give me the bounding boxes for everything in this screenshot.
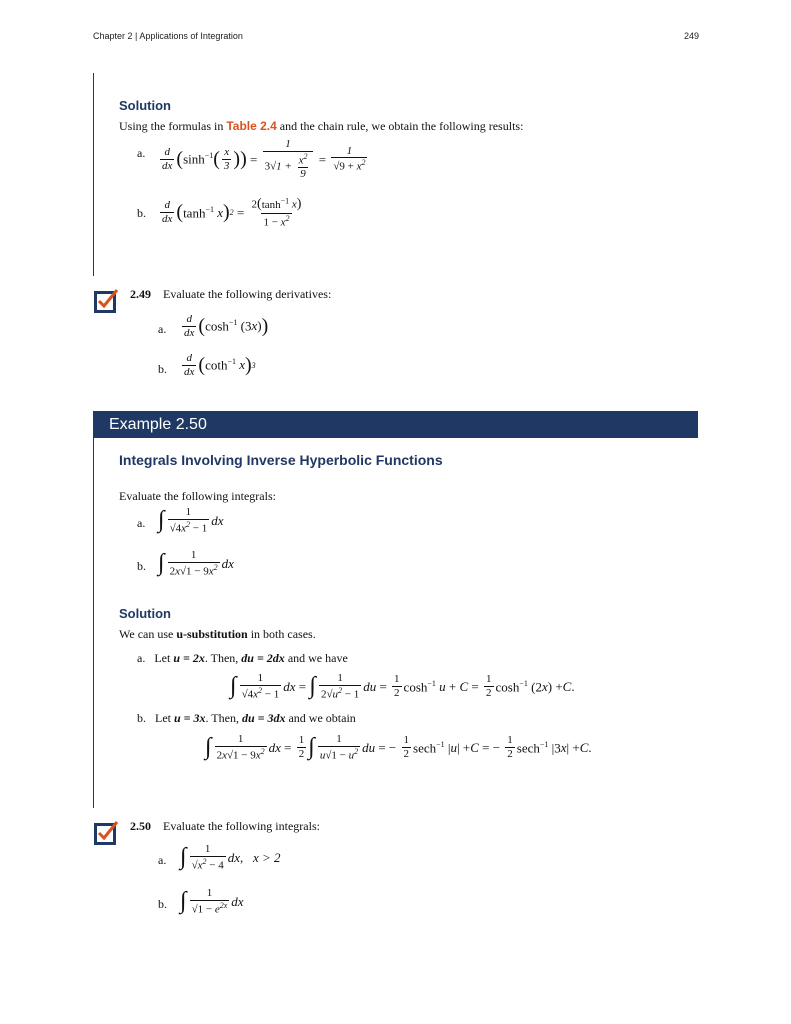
page-number: 249 [683,31,699,41]
solution-intro: We can use u-substitution in both cases. [119,627,316,641]
part-label: b. [137,206,146,220]
math-step-a: ∫ $\frac{1}{√4x^2 - 1}$ dx = ∫ $\frac{1}{2√u^2 - 1}$ du = $\frac{1}{2}$ $\cosh^{-1}$ u + C = $\frac{1}{2}$ $\cosh^{-1} (2$ x ) + C . [230,672,575,701]
checkpoint-check-icon [93,820,119,846]
math-example-a: ∫ $\frac{1}{√4x^2 - 1}$ dx [158,506,224,535]
running-header: Chapter 2 | Applications of Integration [93,31,243,41]
checkpoint-prompt: 2.49 Evaluate the following derivatives: [130,287,332,301]
checkpoint-check-icon [93,288,119,314]
part-label: a. [137,146,146,160]
math-solution-b: $\frac{d}{dx}$ ( $\tanh^{-1}$ x ) 2 = $\frac{2(\tanh^{-1} x)}{1 - x^2}$ [162,196,302,229]
math-checkpoint-250-a: ∫ $\frac{1}{√x^2 - 4}$ dx , x > 2 [180,843,281,872]
solution-heading: Solution [119,606,171,621]
example-sidebar [93,438,94,808]
math-example-b: ∫ $\frac{1}{2x√1 - 9x^2}$ dx [158,549,234,578]
part-label: b. [137,559,146,573]
math-checkpoint-250-b: ∫ $\frac{1}{√1 - e^{2x}}$ dx [180,887,244,916]
math-step-b: ∫ $\frac{1}{2x√1 - 9x^2}$ dx = $\frac{1}{2}$ ∫ $\frac{1}{u√1 - u^2}$ du = − $\frac{1}{2}$ sech$^{-1}$ | u | + C = − $\frac{1}{2}$ sech$^{-1}$ |3 x | + C . [205,733,592,762]
math-solution-a: $\frac{d}{dx}$ ( $\sinh^{-1}$ ( $\frac{x}{3}$ )) = 1 3√1 + $\frac{x^2}{9}$ = $\frac{1}{√9 + x^2}$ [162,138,366,180]
math-checkpoint-b: $\frac{d}{dx}$ ( coth$^{-1}$ x ) 3 [184,352,256,378]
part-label: b. [158,362,167,376]
math-checkpoint-a: $\frac{d}{dx}$ ( $\cosh^{-1} (3$ x ) ) [184,313,269,339]
part-label: a. [158,322,167,336]
checkpoint-prompt: 2.50 Evaluate the following integrals: [130,819,320,833]
solution-step-b: b. Let u = 3x. Then, du = 3dx and we obtain [137,711,356,725]
part-label: a. [158,853,167,867]
solution-intro: Using the formulas in Table 2.4 and the chain rule, we obtain the following results: [119,119,524,133]
example-title: Integrals Involving Inverse Hyperbolic Functions [119,452,443,468]
example-number: Example 2.50 [109,416,207,433]
part-label: a. [137,516,146,530]
solution-sidebar [93,73,94,276]
solution-heading: Solution [119,98,171,113]
part-label: b. [158,897,167,911]
table-link[interactable]: Table 2.4 [226,119,277,133]
example-prompt: Evaluate the following integrals: [119,489,276,503]
solution-step-a: a. Let u = 2x. Then, du = 2dx and we have [137,651,348,665]
